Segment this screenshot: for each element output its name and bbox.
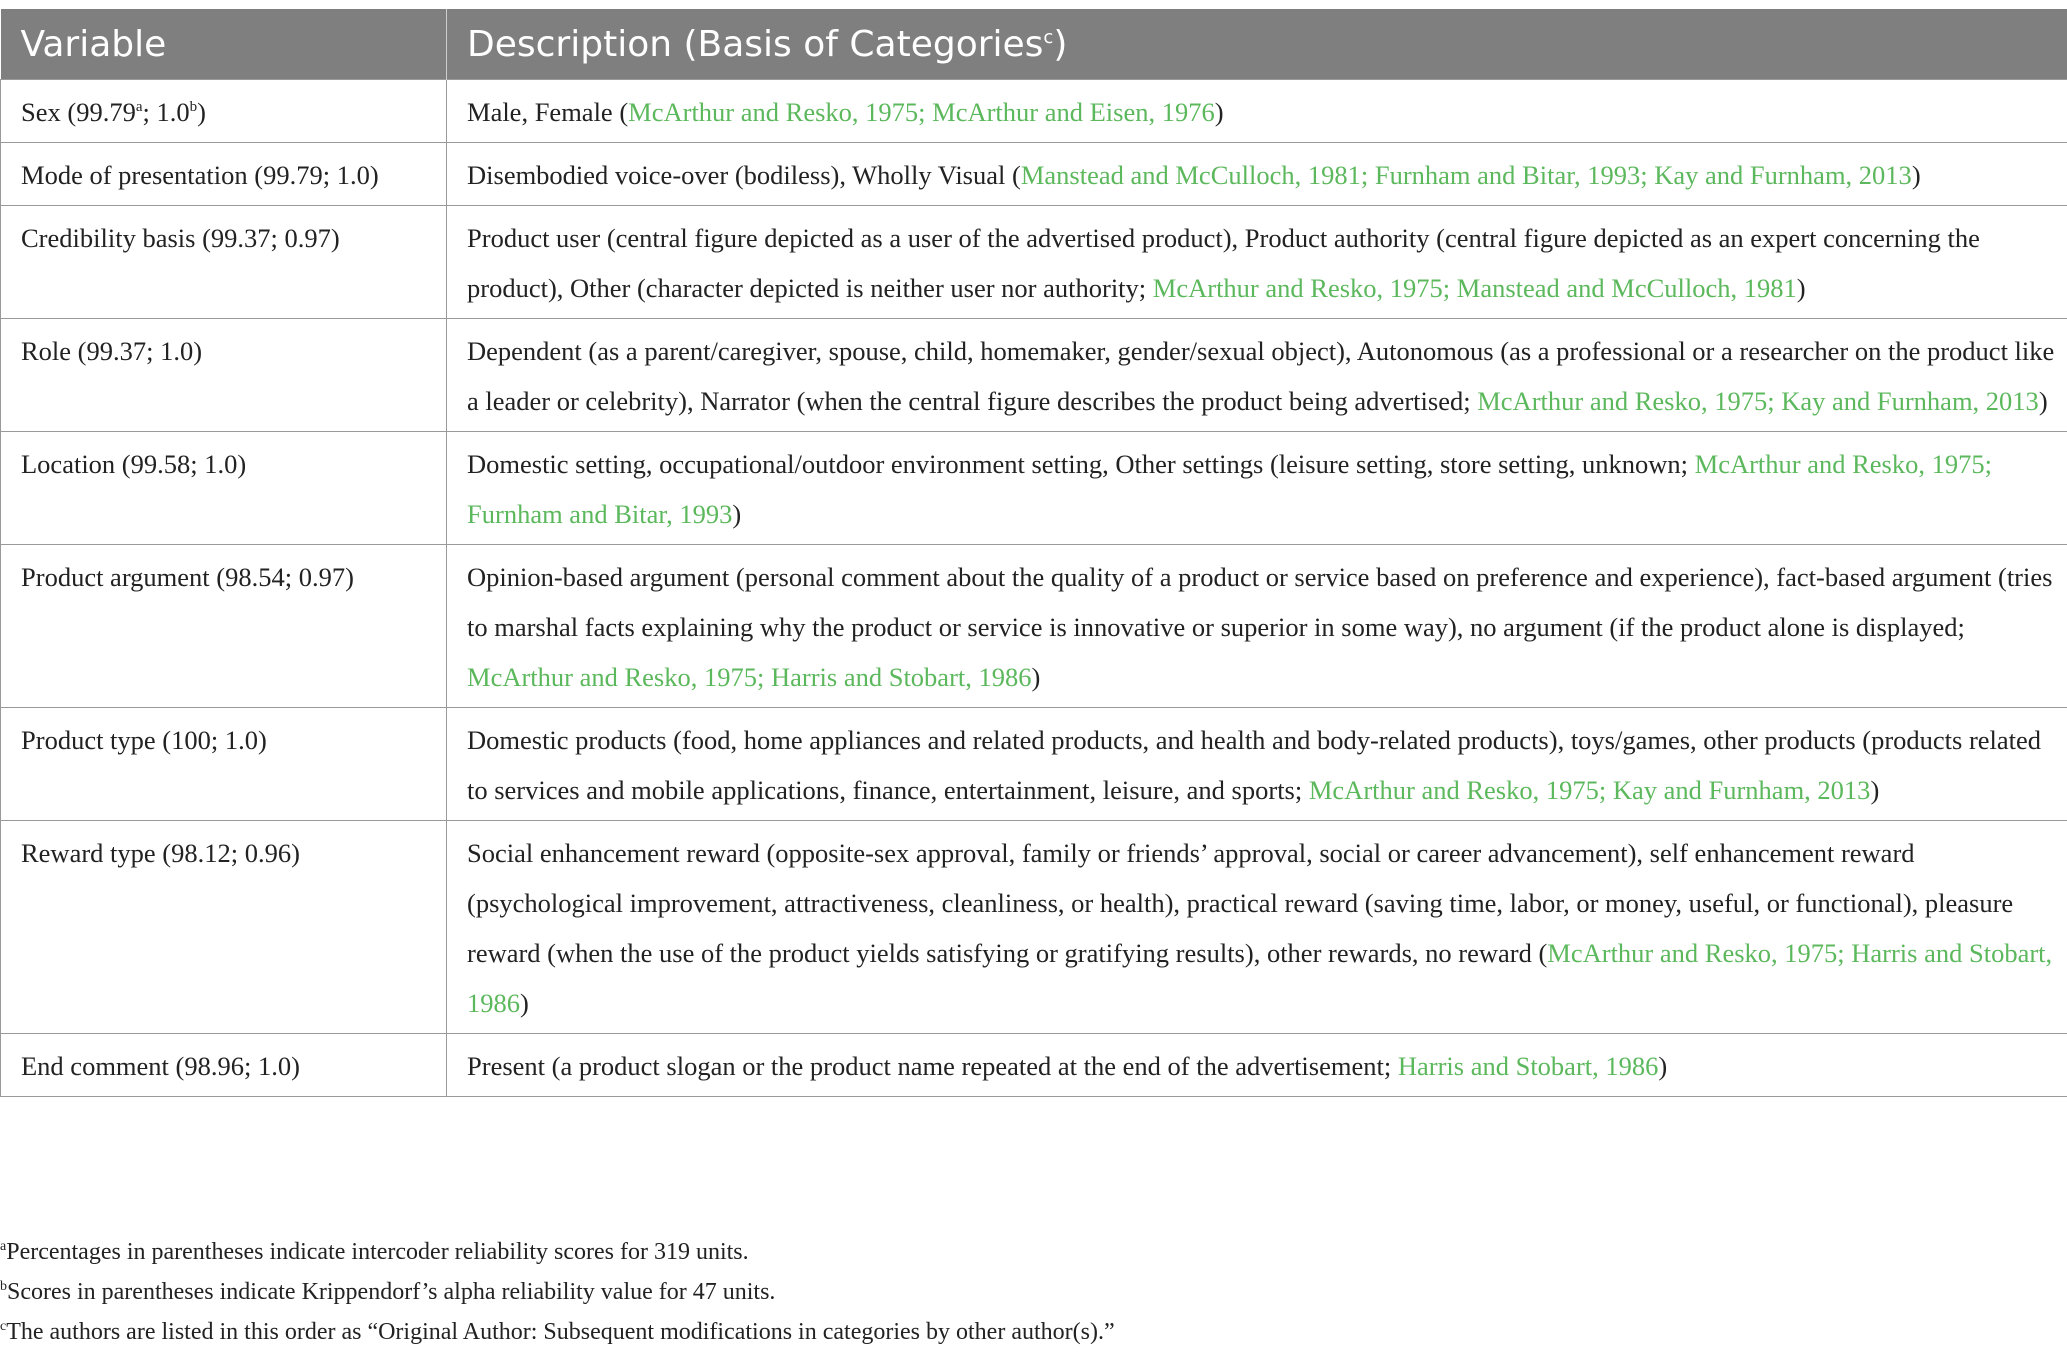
description-text: Opinion-based argument (personal comment about the quality of a product or service based on preference and experience), fact-based argument (tries to marshal facts explaining why the product or service is innovative or superior in some way), no argument (if the product alone is displayed; xyxy=(467,562,2053,642)
citation-link[interactable]: Manstead and McCulloch, 1981; Furnham and Bitar, 1993; Kay and Furnham, 2013 xyxy=(1020,160,1912,190)
description-cell xyxy=(447,545,2067,708)
citation-link[interactable]: McArthur and Resko, 1975; Kay and Furnham, 2013 xyxy=(1477,386,2039,416)
column-header-description xyxy=(447,9,2067,80)
column-header-description-close: ) xyxy=(1053,23,1068,65)
table-container xyxy=(0,9,2067,1097)
variable-name: Mode of presentation (99.79; 1.0) xyxy=(21,160,379,190)
variable-cell xyxy=(1,1034,447,1097)
variables-table xyxy=(0,9,2067,1097)
footnote-text: Scores in parentheses indicate Krippendorf’s alpha reliability value for 47 units. xyxy=(7,1279,776,1305)
variable-cell xyxy=(1,143,447,206)
description-close: ) xyxy=(1214,97,1224,127)
description-text: Male, Female ( xyxy=(467,97,629,127)
description-close: ) xyxy=(2038,386,2048,416)
description-text: Social enhancement reward (opposite-sex approval, family or friends’ approval, social or career advancement), self enhancement reward (psychological improvement, attractiveness, cleanliness, or health), practical reward (saving time, labor, or money, useful, or functional), pleasure reward (when the use of the product yields satisfying or gratifying results), other rewards, no reward ( xyxy=(467,838,2014,968)
table-row xyxy=(1,143,2067,206)
description-close: ) xyxy=(1658,1051,1668,1081)
footnote-marker-b: b xyxy=(189,99,198,116)
table-row xyxy=(1,1034,2067,1097)
description-cell xyxy=(447,319,2067,432)
footnote-mark: a xyxy=(0,1239,7,1254)
variable-cell xyxy=(1,432,447,545)
variable-name: Product argument (98.54; 0.97) xyxy=(21,562,354,592)
variable-cell xyxy=(1,708,447,821)
footnote-text: The authors are listed in this order as “Original Author: Subsequent modifications in categories by other author(s).” xyxy=(6,1319,1115,1345)
footnote-mark: c xyxy=(0,1319,7,1334)
citation-link[interactable]: McArthur and Resko, 1975; Kay and Furnham, 2013 xyxy=(1308,775,1871,805)
variable-name-end: ) xyxy=(197,97,206,127)
table-row xyxy=(1,432,2067,545)
citation-link[interactable]: McArthur and Resko, 1975; McArthur and Eisen, 1976 xyxy=(628,97,1215,127)
variable-name: Credibility basis (99.37; 0.97) xyxy=(21,223,340,253)
variable-name: End comment (98.96; 1.0) xyxy=(21,1051,300,1081)
table-row xyxy=(1,545,2067,708)
footnote-mark: b xyxy=(0,1279,7,1294)
description-text: Domestic products (food, home appliances and related products, and health and body-related products), toys/games, other products (products related to services and mobile applications, finance, entertainment, leisure, and sports; xyxy=(467,725,2042,805)
footnote xyxy=(0,1272,2060,1312)
footnotes xyxy=(0,1232,2060,1352)
variable-cell xyxy=(1,821,447,1034)
footnote xyxy=(0,1232,2060,1272)
description-text: Domestic setting, occupational/outdoor environment setting, Other settings (leisure setting, store setting, unknown; xyxy=(467,449,1695,479)
description-text: Disembodied voice-over (bodiless), Wholly Visual ( xyxy=(467,160,1021,190)
column-header-variable xyxy=(1,9,447,80)
citation-link[interactable]: McArthur and Resko, 1975; Harris and Stobart, 1986 xyxy=(467,662,1032,692)
variable-name: Role (99.37; 1.0) xyxy=(21,336,203,366)
citation-link[interactable]: Harris and Stobart, 1986 xyxy=(1397,1051,1659,1081)
description-cell xyxy=(447,708,2067,821)
footnote-marker-c: c xyxy=(1043,26,1054,48)
description-close: ) xyxy=(1796,273,1806,303)
variable-cell xyxy=(1,319,447,432)
variable-cell xyxy=(1,206,447,319)
description-cell xyxy=(447,821,2067,1034)
variable-name: Sex (99.79 xyxy=(21,97,136,127)
description-text: Product user (central figure depicted as a user of the advertised product), Product authority (central figure depicted as an expert concerning the product), Other (character depicted is neither user nor authority; xyxy=(467,223,1980,303)
table-row xyxy=(1,206,2067,319)
description-cell xyxy=(447,1034,2067,1097)
table-row xyxy=(1,319,2067,432)
footnote xyxy=(0,1312,2060,1352)
citation-link[interactable]: McArthur and Resko, 1975; Harris and Stobart, 1986 xyxy=(467,938,2053,1018)
citation-link[interactable]: McArthur and Resko, 1975; Manstead and McCulloch, 1981 xyxy=(1152,273,1797,303)
description-close: ) xyxy=(732,499,742,529)
footnote-marker-a: a xyxy=(135,99,143,116)
column-header-variable-label: Variable xyxy=(20,23,167,65)
variable-name: Product type (100; 1.0) xyxy=(21,725,267,755)
variable-name-mid: ; 1.0 xyxy=(142,97,190,127)
description-close: ) xyxy=(1870,775,1880,805)
variable-cell xyxy=(1,545,447,708)
footnote-text: Percentages in parentheses indicate intercoder reliability scores for 319 units. xyxy=(6,1239,749,1265)
description-close: ) xyxy=(1911,160,1921,190)
variable-cell xyxy=(1,80,447,143)
description-cell xyxy=(447,432,2067,545)
description-cell xyxy=(447,206,2067,319)
table-row xyxy=(1,80,2067,143)
variable-name: Location (99.58; 1.0) xyxy=(21,449,247,479)
description-text: Present (a product slogan or the product name repeated at the end of the advertisement; xyxy=(467,1051,1398,1081)
description-text: Dependent (as a parent/caregiver, spouse, child, homemaker, gender/sexual object), Autonomous (as a professional or a researcher on the product like a leader or celebrity), Narrator (when the central figure describes the product being advertised; xyxy=(467,336,2055,416)
description-cell xyxy=(447,80,2067,143)
variable-name: Reward type (98.12; 0.96) xyxy=(21,838,300,868)
table-row xyxy=(1,708,2067,821)
table-header-row xyxy=(1,9,2067,80)
description-close: ) xyxy=(1031,662,1041,692)
table-row xyxy=(1,821,2067,1034)
column-header-description-label: Description (Basis of Categories xyxy=(467,23,1044,65)
citation-link[interactable]: McArthur and Resko, 1975; Furnham and Bitar, 1993 xyxy=(467,449,1992,529)
description-cell xyxy=(447,143,2067,206)
description-close: ) xyxy=(520,988,529,1018)
